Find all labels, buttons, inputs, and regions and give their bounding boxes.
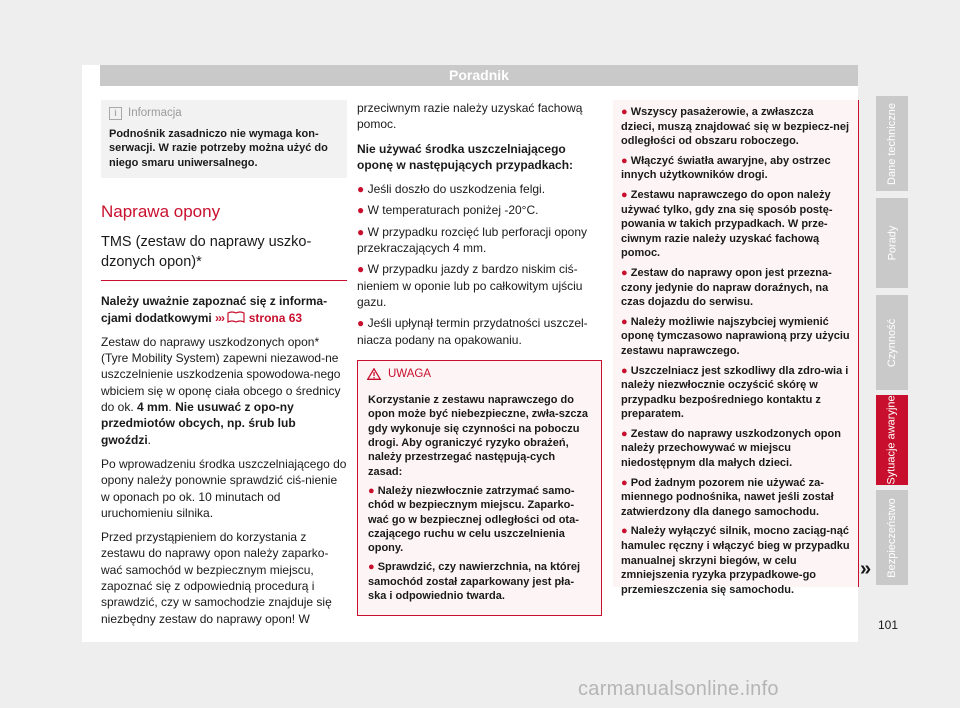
reference-arrow: ›››: [215, 310, 225, 325]
tab-bezpieczenstwo[interactable]: Bezpieczeństwo: [876, 490, 908, 585]
bullet-dot: ●: [621, 266, 628, 279]
list-heading: Nie używać środka uszczelniającego oponę w następujących przypadkach:: [357, 141, 574, 172]
tab-sytuacje-awaryjne[interactable]: Sytuacje awaryjne: [876, 395, 908, 485]
paragraph-1: Zestaw do naprawy uszkodzonych opon* (Tyre Mobility System) zapewni niezawod-ne uszczelnienie uszkodzenia spowodowa-nego wbiciem się w oponę ciała obcego o średnicy do ok. 4 mm. Nie usuwać z opo-ny przedmiotów obcych, np. śrub lub gwoździ.: [101, 334, 341, 447]
tab-porady[interactable]: Porady: [876, 198, 908, 288]
warning-item: ● Należy niezwłocznie zatrzymać samo-chód w bezpiecznym miejscu. Zaparko-wać go w bezpiecznej odległości od ota-czającego ruchu w celu uszczelnienia opony.: [368, 484, 579, 555]
bullet-dot: ●: [357, 203, 365, 218]
paragraph-2: Po wprowadzeniu środka uszczelniającego do opony należy ponownie sprawdzić ciś-nienie w oponach po ok. 10 minutach od uruchomieniu silnika.: [101, 456, 347, 520]
warning-item: ● Pod żadnym pozorem nie używać za-miennego podnośnika, nawet jeśli został zatwierdzony dla danego samochodu.: [621, 476, 834, 518]
warning-icon: [367, 368, 381, 380]
warning-item: ● Wszyscy pasażerowie, a zwłaszcza dzieci, muszą znajdować się w bezpiecz-nej odległości od obszaru roboczego.: [621, 106, 850, 148]
section-title: Naprawa opony: [101, 202, 221, 221]
bullet-dot: ●: [621, 188, 628, 201]
bullet-dot: ●: [621, 315, 628, 328]
tab-dane-techniczne[interactable]: Dane techniczne: [876, 96, 908, 191]
paragraph-3: Przed przystąpieniem do korzystania z zestawu do naprawy opon należy zaparko-wać samochód w bezpiecznym miejscu, zapoznać się z odpowiednią procedurą i sprawdzić, czy w samochodzie znajduje się niezbędny zestaw do naprawy opon! W: [101, 530, 332, 626]
intro-paragraph: [101, 293, 347, 326]
bullet-dot: ●: [621, 525, 628, 538]
watermark: carmanualsonline.info: [578, 678, 779, 700]
info-box-heading: [109, 106, 339, 121]
warning-item: ● Zestaw do naprawy uszkodzonych opon należy przechowywać w miejscu niedostępnym dla małych dzieci.: [621, 427, 841, 470]
section-subtitle: TMS (zestaw do naprawy uszko-dzonych opon)*: [101, 232, 347, 281]
info-box-title: Informacja: [128, 107, 182, 119]
list-item: ● W przypadku jazdy z bardzo niskim ciś-nieniem w oponie lub po całkowitym ujściu gazu.: [357, 262, 583, 309]
info-box-text: Podnośnik zasadniczo nie wymaga kon-serwacji. W razie potrzeby można użyć do niego smaru uniwersalnego.: [109, 127, 328, 169]
warning-body: [358, 387, 601, 603]
info-icon: i: [109, 107, 122, 120]
warning-item: ● Zestawu naprawczego do opon należy używać tylko, gdy zna się sposób postę-powania w takich przypadkach. W prze-ciwnym razie należy uzyskać fachową pomoc.: [621, 188, 833, 260]
continue-mark: »: [860, 558, 872, 580]
warning-item: ● Sprawdzić, czy nawierzchnia, na której samochód został zaparkowany jest pła-ska i odpowiednio twarda.: [368, 561, 581, 603]
intro-bold-text: Należy uważnie zapoznać się z informa-cjami dodatkowymi: [101, 294, 328, 325]
bullet-dot: ●: [357, 182, 365, 197]
list-item: ● Jeśli upłynął termin przydatności uszczel-niacza podany na opakowaniu.: [357, 316, 588, 347]
bullet-dot: ●: [357, 224, 365, 239]
list-item: ● Jeśli doszło do uszkodzenia felgi.: [357, 182, 546, 197]
tab-czynnosc[interactable]: Czynność: [876, 295, 908, 390]
bullet-list: [357, 181, 602, 348]
warning-intro: Korzystanie z zestawu naprawczego do opon może być niebezpieczne, zwła-szcza gdy wykonuje się czynności na poboczu drogi. Aby ograniczyć ryzyko obrażeń, należy przestrzegać następują-cych zasad:: [368, 394, 589, 478]
bullet-dot: ●: [621, 476, 628, 489]
warning-heading: [358, 361, 601, 387]
bullet-dot: ●: [621, 106, 628, 118]
page-number: 101: [878, 618, 899, 632]
bullet-dot: ●: [621, 427, 628, 440]
warning-item: ● Należy możliwie najszybciej wymienić oponę tymczasowo naprawioną przy użyciu zestawu naprawczego.: [621, 315, 850, 357]
bullet-dot: ●: [621, 364, 628, 377]
continued-text: przeciwnym razie należy uzyskać fachową pomoc.: [357, 101, 583, 132]
bullet-dot: ●: [368, 561, 375, 574]
warning-box: [357, 360, 602, 616]
bullet-dot: ●: [368, 484, 375, 497]
list-item: ● W temperaturach poniżej -20°C.: [357, 203, 539, 218]
warning-item: ● Włączyć światła awaryjne, aby ostrzec innych użytkowników drogi.: [621, 154, 831, 182]
bullet-dot: ●: [357, 262, 365, 277]
book-icon: [227, 311, 245, 323]
warning-title: UWAGA: [388, 367, 432, 380]
warning-item: ● Należy wyłączyć silnik, mocno zaciąg-nąć hamulec ręczny i włączyć bieg w przypadku manualnej skrzyni biegów, w celu zmniejszenia ryzyka przypadkowe-go przemieszczenia się samochodu.: [621, 525, 850, 596]
bullet-dot: ●: [357, 316, 365, 331]
warning-item: ● Zestaw do naprawy opon jest przezna-czony jedynie do napraw doraźnych, na czas dojazdu do serwisu.: [621, 266, 832, 309]
list-item: ● W przypadku rozcięć lub perforacji opony przekraczających 4 mm.: [357, 224, 588, 256]
warning-item: ● Uszczelniacz jest szkodliwy dla zdro-wia i należy niezwłocznie oczyścić skórę w przypadku bezpośredniego kontaktu z preparatem.: [621, 364, 849, 421]
chapter-header: Poradnik: [100, 65, 858, 86]
page-reference-link[interactable]: strona 63: [248, 310, 303, 325]
warning-continued-box: [613, 100, 859, 596]
info-box: [101, 100, 347, 178]
column-2: [357, 100, 602, 616]
column-1: [101, 100, 347, 635]
bullet-dot: ●: [621, 154, 628, 167]
column-3: [613, 100, 859, 596]
